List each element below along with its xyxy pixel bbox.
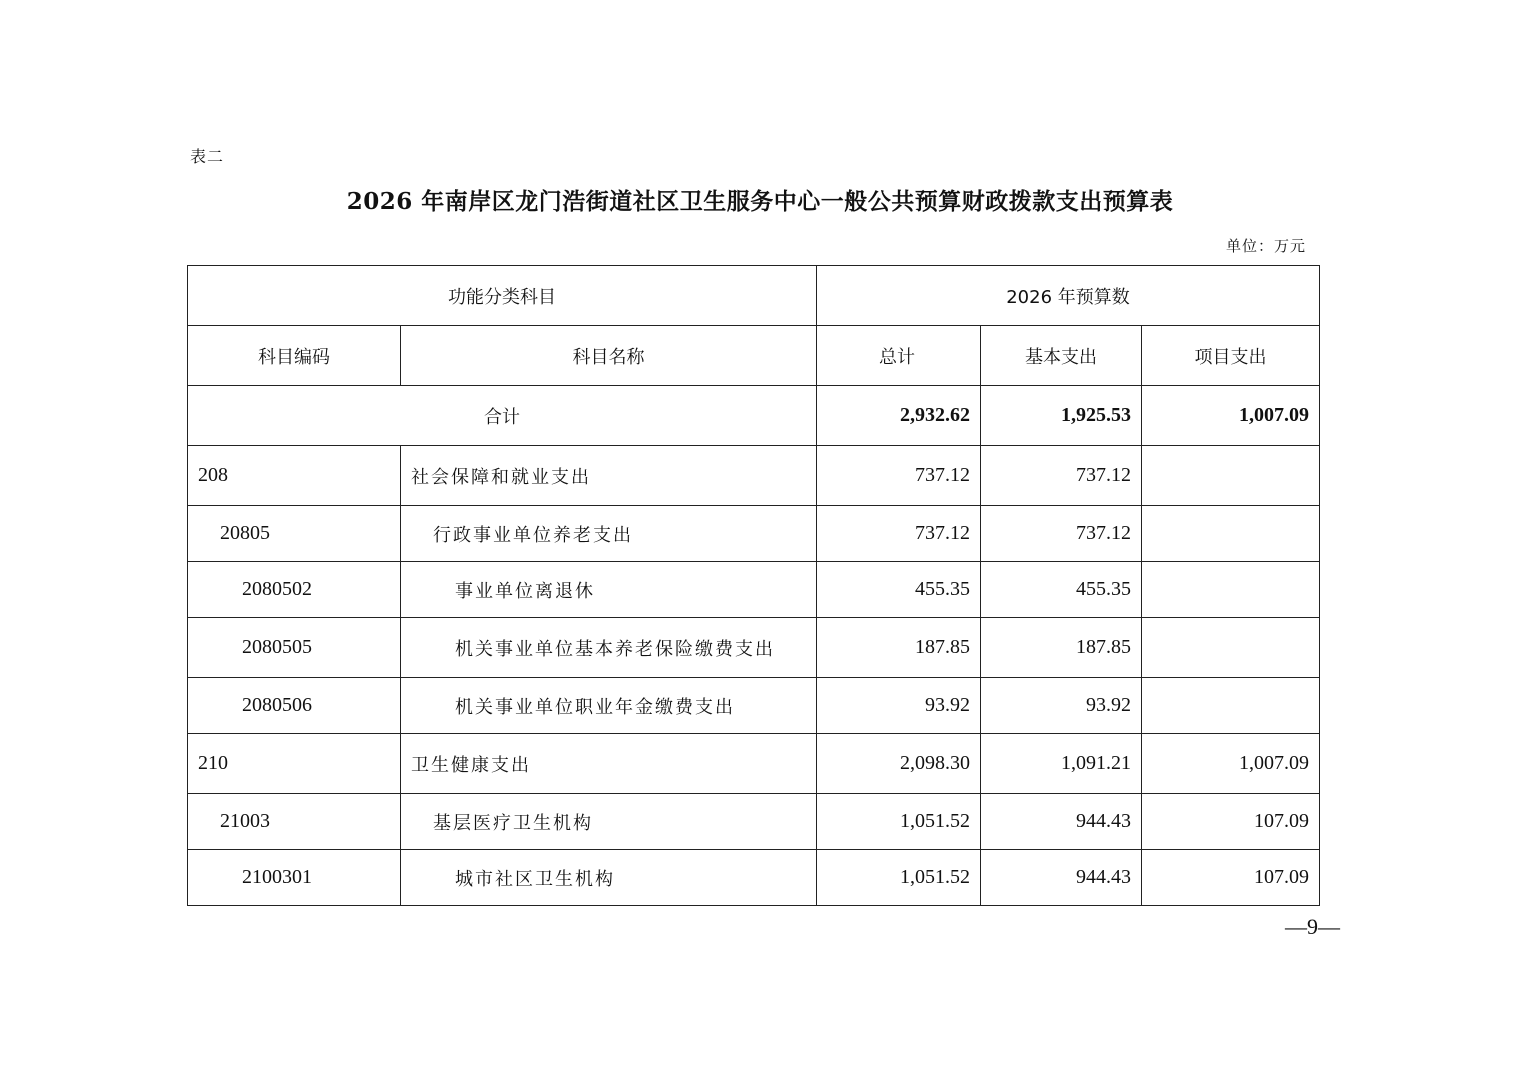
row-project: 107.09: [1142, 850, 1320, 906]
table-row: [188, 618, 1320, 678]
row-code: 2080506: [188, 678, 401, 734]
row-basic: 944.43: [981, 794, 1142, 850]
row-name: 城市社区卫生机构: [401, 850, 817, 906]
row-total: 737.12: [817, 446, 981, 506]
row-project: [1142, 562, 1320, 618]
row-total: 2,098.30: [817, 734, 981, 794]
row-code: 210: [188, 734, 401, 794]
header-name: 科目名称: [401, 326, 817, 386]
header-budget-2026: 2026 年预算数: [817, 266, 1320, 326]
row-total: 1,051.52: [817, 850, 981, 906]
budget-table: [187, 265, 1320, 906]
row-basic: 944.43: [981, 850, 1142, 906]
header-project: 项目支出: [1142, 326, 1320, 386]
total-row: [188, 386, 1320, 446]
row-name: 事业单位离退休: [401, 562, 817, 618]
row-name: 行政事业单位养老支出: [401, 506, 817, 562]
row-total: 455.35: [817, 562, 981, 618]
column-header-row: [188, 326, 1320, 386]
row-project: 1,007.09: [1142, 734, 1320, 794]
row-basic: 455.35: [981, 562, 1142, 618]
row-name: 基层医疗卫生机构: [401, 794, 817, 850]
page-number: —9—: [1285, 914, 1340, 939]
header-basic: 基本支出: [981, 326, 1142, 386]
row-code: 21003: [188, 794, 401, 850]
table-row: [188, 562, 1320, 618]
row-name: 社会保障和就业支出: [401, 446, 817, 506]
row-basic: 737.12: [981, 446, 1142, 506]
row-project: [1142, 678, 1320, 734]
row-basic: 737.12: [981, 506, 1142, 562]
row-code: 2100301: [188, 850, 401, 906]
row-project: [1142, 618, 1320, 678]
total-row-total: 2,932.62: [817, 386, 981, 446]
header-total: 总计: [817, 326, 981, 386]
row-code: 20805: [188, 506, 401, 562]
table-row: [188, 446, 1320, 506]
document-title: 2026 年南岸区龙门浩街道社区卫生服务中心一般公共预算财政拨款支出预算表: [346, 188, 1174, 215]
row-total: 93.92: [817, 678, 981, 734]
row-project: [1142, 506, 1320, 562]
row-basic: 187.85: [981, 618, 1142, 678]
row-code: 2080502: [188, 562, 401, 618]
table-row: [188, 506, 1320, 562]
total-row-project: 1,007.09: [1142, 386, 1320, 446]
row-total: 1,051.52: [817, 794, 981, 850]
table-label: 表二: [190, 147, 225, 166]
row-total: 737.12: [817, 506, 981, 562]
table-row: [188, 734, 1320, 794]
row-name: 机关事业单位基本养老保险缴费支出: [401, 618, 817, 678]
row-project: [1142, 446, 1320, 506]
row-total: 187.85: [817, 618, 981, 678]
table-row: [188, 678, 1320, 734]
group-header-row: [188, 266, 1320, 326]
unit-note: 单位：万元: [1225, 237, 1306, 255]
row-code: 208: [188, 446, 401, 506]
header-functional-category: 功能分类科目: [188, 266, 817, 326]
total-row-label: 合计: [188, 386, 817, 446]
row-name: 卫生健康支出: [401, 734, 817, 794]
row-basic: 1,091.21: [981, 734, 1142, 794]
row-name: 机关事业单位职业年金缴费支出: [401, 678, 817, 734]
row-project: 107.09: [1142, 794, 1320, 850]
table-row: [188, 794, 1320, 850]
table-row: [188, 850, 1320, 906]
row-basic: 93.92: [981, 678, 1142, 734]
row-code: 2080505: [188, 618, 401, 678]
header-code: 科目编码: [188, 326, 401, 386]
total-row-basic: 1,925.53: [981, 386, 1142, 446]
